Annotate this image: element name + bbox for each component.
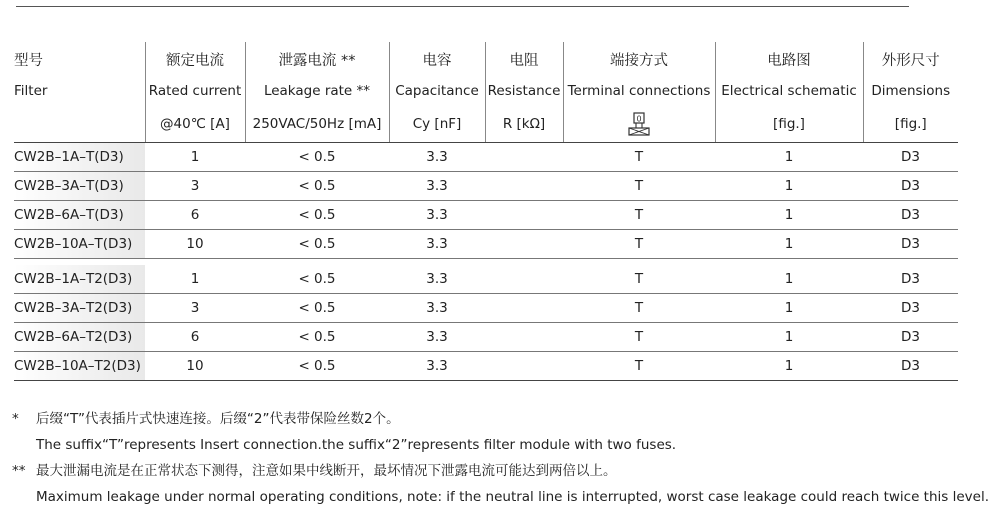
current-cell: 6 (145, 201, 245, 230)
header-model-unit (14, 106, 145, 143)
capacitance-cell: 3.3 (389, 323, 485, 352)
header-dimensions-cn: 外形尺寸 (863, 42, 958, 76)
model-cell: CW2B–10A–T(D3) (14, 230, 145, 259)
capacitance-cell: 3.3 (389, 352, 485, 381)
dimensions-cell: D3 (863, 352, 958, 381)
current-cell: 10 (145, 352, 245, 381)
schematic-cell: 1 (715, 230, 863, 259)
header-row-english (14, 76, 958, 106)
dimensions-cell: D3 (863, 265, 958, 294)
footnote-2-en (12, 484, 989, 510)
header-current-unit: @40℃ [A] (145, 106, 245, 143)
schematic-cell: 1 (715, 352, 863, 381)
schematic-cell: 1 (715, 265, 863, 294)
leakage-cell: < 0.5 (245, 323, 389, 352)
leakage-cell: < 0.5 (245, 230, 389, 259)
resistance-cell (485, 172, 563, 201)
capacitance-cell: 3.3 (389, 230, 485, 259)
header-leakage-en: Leakage rate ** (245, 76, 389, 106)
model-cell: CW2B–1A–T(D3) (14, 143, 145, 172)
terminal-cell: T (563, 265, 715, 294)
dimensions-cell: D3 (863, 230, 958, 259)
current-cell: 1 (145, 143, 245, 172)
footnote-1-cn (12, 406, 989, 432)
filter-spec-table (14, 42, 958, 381)
header-capacitance-en: Capacitance (389, 76, 485, 106)
current-cell: 10 (145, 230, 245, 259)
resistance-cell (485, 230, 563, 259)
footnotes (12, 406, 989, 510)
footnote-2-en-text: Maximum leakage under normal operating conditions, note: if the neutral line is interrupted, worst case leakage could reach twice this level. (36, 489, 989, 505)
model-cell: CW2B–3A–T2(D3) (14, 294, 145, 323)
capacitance-cell: 3.3 (389, 172, 485, 201)
footnote-1-cn-text: 后缀“T”代表插片式快速连接。后缀“2”代表带保险丝数2个。 (36, 411, 400, 427)
footnote-2-mark: ** (12, 463, 26, 479)
table-row (14, 323, 958, 352)
header-schematic-cn: 电路图 (715, 42, 863, 76)
footnote-1-en (12, 432, 989, 458)
header-current-en: Rated current (145, 76, 245, 106)
header-capacitance-unit: Cy [nF] (389, 106, 485, 143)
leakage-cell: < 0.5 (245, 294, 389, 323)
schematic-cell: 1 (715, 201, 863, 230)
model-cell: CW2B–6A–T2(D3) (14, 323, 145, 352)
header-current-cn: 额定电流 (145, 42, 245, 76)
header-dimensions-unit: [fig.] (863, 106, 958, 143)
schematic-cell: 1 (715, 294, 863, 323)
dimensions-cell: D3 (863, 143, 958, 172)
table-row (14, 201, 958, 230)
leakage-cell: < 0.5 (245, 265, 389, 294)
schematic-cell: 1 (715, 143, 863, 172)
footnote-2-cn-text: 最大泄漏电流是在正常状态下测得，注意如果中线断开，最坏情况下泄露电流可能达到两倍以上。 (36, 463, 617, 479)
leakage-cell: < 0.5 (245, 352, 389, 381)
header-model-cn: 型号 (14, 52, 43, 69)
dimensions-cell: D3 (863, 201, 958, 230)
top-rule (16, 6, 909, 7)
header-row-chinese (14, 42, 958, 76)
footnote-2-cn (12, 458, 989, 484)
current-cell: 1 (145, 265, 245, 294)
header-leakage-unit: 250VAC/50Hz [mA] (245, 106, 389, 143)
table-row (14, 265, 958, 294)
dimensions-cell: D3 (863, 323, 958, 352)
resistance-cell (485, 143, 563, 172)
terminal-cell: T (563, 230, 715, 259)
capacitance-cell: 3.3 (389, 265, 485, 294)
header-row-units (14, 106, 958, 143)
header-model-en: Filter (14, 83, 48, 99)
current-cell: 3 (145, 294, 245, 323)
model-cell: CW2B–3A–T(D3) (14, 172, 145, 201)
terminal-cell: T (563, 201, 715, 230)
current-cell: 6 (145, 323, 245, 352)
table-row (14, 294, 958, 323)
resistance-cell (485, 352, 563, 381)
header-resistance-en: Resistance (485, 76, 563, 106)
resistance-cell (485, 323, 563, 352)
leakage-cell: < 0.5 (245, 172, 389, 201)
table-row (14, 352, 958, 381)
terminal-connector-icon (626, 112, 652, 136)
resistance-cell (485, 265, 563, 294)
table-row (14, 172, 958, 201)
resistance-cell (485, 201, 563, 230)
table-row (14, 230, 958, 259)
header-capacitance-cn: 电容 (389, 42, 485, 76)
header-resistance-cn: 电阻 (485, 42, 563, 76)
header-terminal-en: Terminal connections (563, 76, 715, 106)
dimensions-cell: D3 (863, 294, 958, 323)
leakage-cell: < 0.5 (245, 143, 389, 172)
leakage-cell: < 0.5 (245, 201, 389, 230)
capacitance-cell: 3.3 (389, 201, 485, 230)
capacitance-cell: 3.3 (389, 143, 485, 172)
header-dimensions-en: Dimensions (863, 76, 958, 106)
header-leakage-cn: 泄露电流 ** (245, 42, 389, 76)
terminal-cell: T (563, 294, 715, 323)
terminal-cell: T (563, 172, 715, 201)
terminal-cell: T (563, 143, 715, 172)
terminal-cell: T (563, 352, 715, 381)
table-row (14, 143, 958, 172)
header-schematic-unit: [fig.] (715, 106, 863, 143)
capacitance-cell: 3.3 (389, 294, 485, 323)
schematic-cell: 1 (715, 172, 863, 201)
header-terminal-cn: 端接方式 (563, 42, 715, 76)
resistance-cell (485, 294, 563, 323)
model-cell: CW2B–10A–T2(D3) (14, 352, 145, 381)
header-resistance-unit: R [kΩ] (485, 106, 563, 143)
terminal-cell: T (563, 323, 715, 352)
footnote-1-mark: * (12, 411, 19, 427)
svg-text:0: 0 (636, 114, 642, 124)
footnote-1-en-text: The suffix“T”represents Insert connection.the suffix“2”represents filter module with two fuses. (36, 437, 677, 453)
header-terminal-unit (563, 106, 715, 143)
dimensions-cell: D3 (863, 172, 958, 201)
schematic-cell: 1 (715, 323, 863, 352)
model-cell: CW2B–1A–T2(D3) (14, 265, 145, 294)
model-cell: CW2B–6A–T(D3) (14, 201, 145, 230)
current-cell: 3 (145, 172, 245, 201)
header-schematic-en: Electrical schematic (715, 76, 863, 106)
